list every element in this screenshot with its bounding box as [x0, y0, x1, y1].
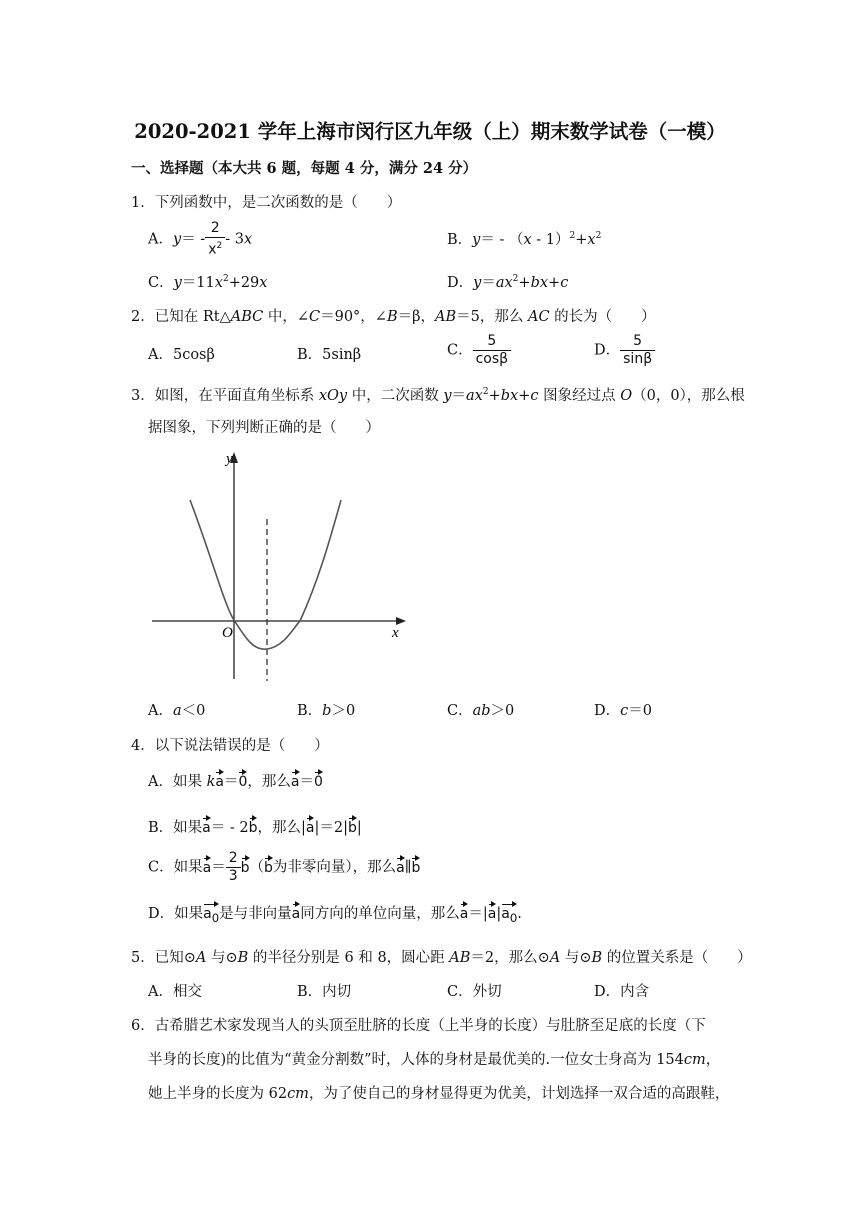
q4-b-eq: ＝ - 2	[210, 820, 249, 836]
q4-c-vec-b3: b	[411, 854, 420, 876]
q5-tail: 的位置关系是（ ）	[602, 950, 752, 966]
q4-d-vec-a2: a	[460, 900, 469, 922]
q3-option-b	[297, 699, 355, 720]
q4-c-parallel: ∥	[404, 859, 412, 876]
q2-mid4: ＝5，那么	[456, 309, 528, 325]
q5-option-a: A．相交	[148, 984, 202, 1000]
q2-d-fraction	[620, 333, 655, 368]
q4-d-a0-letter: a	[203, 906, 212, 922]
q2-c-label: C．	[447, 342, 473, 359]
q1-d-exp: 2	[512, 274, 519, 285]
q1-c-tail: +29	[228, 275, 260, 291]
q4-b-end: |	[356, 820, 362, 836]
q4-c-vec-b: b	[241, 854, 250, 876]
q1-b-exp2: 2	[595, 231, 602, 242]
q1-a-label: A．	[148, 231, 173, 248]
q4-d-vec-a0b	[501, 900, 517, 925]
q3-b-label: B．	[297, 703, 323, 719]
q1-d-plus2: +	[548, 275, 561, 291]
q1-b-x2: x	[587, 232, 596, 248]
q3-l1-tail: （0，0），那么根	[632, 388, 745, 404]
q2-option-b: B．5sinβ	[297, 347, 362, 363]
q5-m2: 的半径分别是 6 和 8，圆心距	[248, 950, 450, 966]
q1-b-eq: ＝ - （	[480, 232, 524, 248]
q3-c: c	[530, 388, 539, 404]
q2-ab: AB	[435, 309, 457, 325]
q3-a-var: a	[172, 703, 182, 719]
q2-option-c	[447, 333, 511, 368]
q4-a-label: A．如果	[148, 774, 207, 790]
q6-l3-tail: ，为了使自己的身材显得更为优美，计划选择一双合适的高跟鞋，	[308, 1086, 730, 1102]
q4-a-then: ，那么	[247, 774, 291, 790]
q2-option-d	[594, 333, 655, 368]
q6-l2-end: ，	[705, 1052, 721, 1068]
q3-a-text: ＜0	[181, 703, 206, 719]
q4-a-vec-zero: 0	[238, 768, 247, 790]
q4-b-mid: |＝2|	[314, 820, 348, 836]
q1-d-c: c	[560, 275, 569, 291]
q1-c-eq: ＝11	[181, 275, 215, 291]
q4-d-vec-a0	[203, 900, 219, 925]
q5-m3: ＝2，那么⊙	[470, 950, 550, 966]
q4-d-vec-a: a	[292, 900, 301, 922]
q4-c-eq: ＝	[211, 859, 226, 876]
q5-stem	[131, 946, 752, 967]
q1-a-den-exp: 2	[216, 241, 223, 251]
q3-plus1: +	[488, 388, 501, 404]
q6-l2-text: 半身的长度)的比值为“黄金分割数”时，人体的身材是最优美的.一位女士身高为 154	[148, 1052, 684, 1068]
q4-c-note: 为非零向量），那么	[272, 859, 397, 876]
q1-stem: 1．下列函数中，是二次函数的是（ ）	[131, 195, 402, 211]
q6-line3	[148, 1082, 729, 1103]
q4-c-label: C．如果	[148, 859, 203, 876]
q1-b-x: x	[523, 232, 532, 248]
q4-a-k: k	[206, 774, 216, 790]
q3-l1-mid2: 图象经过点	[538, 388, 621, 404]
q4-option-c	[148, 850, 420, 885]
q2-mid1: 中，∠	[263, 309, 309, 325]
q3-d-var: c	[620, 703, 629, 719]
q1-option-d	[447, 271, 568, 292]
q1-a-eq: ＝ -	[181, 231, 206, 248]
q3-stem-line2: 据图象，下列判断正确的是（ ）	[148, 420, 380, 436]
q5-a2: A	[549, 950, 561, 966]
q4-a-eq2: ＝	[299, 774, 314, 790]
q3-plus2: +	[518, 388, 531, 404]
q1-b-y: y	[472, 232, 481, 248]
q3-l1-pre: 3．如图，在平面直角坐标系	[131, 388, 319, 404]
q4-d-end: .	[517, 906, 522, 922]
q5-b2: B	[591, 950, 603, 966]
q1-b-label: B．	[447, 232, 473, 248]
q2-d-den: sinβ	[623, 351, 653, 367]
q4-a-vec-a: a	[215, 768, 224, 790]
q1-c-y: y	[173, 275, 182, 291]
q1-c-exp: 2	[222, 274, 229, 285]
q4-a-eq: ＝	[223, 774, 239, 790]
q1-option-a	[148, 220, 252, 259]
q3-y: y	[443, 388, 452, 404]
q6-l2-unit: cm	[683, 1052, 706, 1068]
q3-option-c	[447, 699, 514, 720]
q5-pre: 5．已知⊙	[131, 950, 196, 966]
q5-option-b: B．内切	[297, 984, 352, 1000]
q2-stem	[131, 305, 656, 326]
q1-b-mid: - 1）	[531, 232, 570, 248]
q3-stem-line1	[131, 384, 745, 405]
q2-c-fraction	[473, 333, 512, 368]
q3-bx: bx	[500, 388, 519, 404]
q2-c: C	[309, 309, 321, 325]
q2-option-a: A．5cosβ	[148, 347, 215, 363]
origin-label: O	[222, 625, 233, 641]
q1-option-c	[148, 271, 267, 292]
q1-d-plus: +	[518, 275, 531, 291]
q4-option-a	[148, 768, 323, 791]
q2-c-den: cosβ	[475, 351, 509, 367]
q1-d-bx: bx	[530, 275, 549, 291]
q5-m1: 与⊙	[206, 950, 238, 966]
q4-stem: 4．以下说法错误的是（ ）	[131, 738, 329, 754]
q6-l3-unit: cm	[287, 1086, 309, 1102]
q5-option-c: C．外切	[447, 984, 502, 1000]
q3-l1-mid: 中，二次函数	[347, 388, 444, 404]
q2-mid2: ＝90°，∠	[320, 309, 387, 325]
x-axis-arrow	[396, 617, 406, 625]
q4-b-label: B．如果	[148, 820, 203, 836]
q2-pre: 2．已知在 Rt△	[131, 309, 231, 325]
q2-d-label: D．	[594, 342, 621, 359]
q4-c-num: 2	[226, 850, 241, 868]
q1-a-num: 2	[205, 220, 225, 238]
q4-d-label: D．如果	[148, 906, 204, 922]
q1-a-x: x	[243, 231, 253, 248]
parabola-curve	[190, 500, 341, 649]
q3-c-var: ab	[472, 703, 491, 719]
q4-c-vec-b2: b	[264, 854, 273, 876]
q4-c-vec-a: a	[203, 854, 212, 876]
q4-c-paren: （	[249, 859, 265, 876]
q1-a-y: y	[172, 231, 182, 248]
q4-option-b	[148, 814, 362, 837]
q1-option-b	[447, 228, 601, 249]
q4-b-vec-a2: a	[306, 814, 315, 836]
q4-d-mid: 是与非向量	[219, 906, 292, 922]
q1-a-den: x	[208, 241, 217, 258]
q1-b-plus: +	[575, 232, 588, 248]
q4-d-eq: ＝|	[468, 906, 488, 922]
q3-o: O	[620, 388, 633, 404]
q4-option-d	[148, 900, 522, 925]
parabola-graph	[150, 447, 410, 687]
q4-b-then: ，那么|	[257, 820, 306, 836]
q4-d-bar: |	[496, 906, 502, 922]
q1-d-label: D．	[447, 275, 474, 291]
q3-exp: 2	[482, 387, 489, 398]
q2-abc: ABC	[230, 309, 264, 325]
q1-d-y: y	[473, 275, 482, 291]
q3-xoy: xOy	[318, 388, 348, 404]
q2-mid3: ＝β，	[397, 309, 436, 325]
q4-d-mid2: 同方向的单位向量，那么	[300, 906, 460, 922]
q5-b: B	[237, 950, 249, 966]
q1-b-exp1: 2	[569, 231, 576, 242]
q3-ax: ax	[466, 388, 483, 404]
q2-c-num: 5	[473, 333, 512, 351]
q2-b: B	[386, 309, 398, 325]
q1-a-fraction	[205, 220, 225, 259]
page-title: 2020-2021 学年上海市闵行区九年级（上）期末数学试卷（一模）	[134, 120, 726, 143]
q4-d-a0-sub: 0	[211, 910, 220, 925]
q4-a-vec-zero2: 0	[314, 768, 323, 790]
q4-b-vec-b: b	[249, 814, 258, 836]
q4-d-a0b-sub: 0	[509, 910, 518, 925]
q1-c-label: C．	[148, 275, 174, 291]
q1-d-eq: ＝	[481, 275, 496, 291]
q6-line2	[148, 1048, 720, 1069]
q4-c-vec-a2: a	[396, 854, 405, 876]
q5-a: A	[195, 950, 207, 966]
q1-c-x: x	[214, 275, 223, 291]
q3-c-text: ＞0	[490, 703, 515, 719]
x-axis-label: x	[392, 625, 399, 641]
q5-option-d: D．内含	[594, 984, 650, 1000]
q1-a-tail: - 3	[225, 231, 244, 248]
q4-d-a0b-letter: a	[501, 906, 510, 922]
q3-d-label: D．	[594, 703, 621, 719]
section-heading: 一、选择题（本大共 6 题，每题 4 分，满分 24 分）	[131, 160, 478, 177]
q6-line1: 6．古希腊艺术家发现当人的头顶至肚脐的长度（上半身的长度）与肚脐至足底的长度（下	[131, 1018, 706, 1034]
q4-b-vec-b2: b	[348, 814, 357, 836]
q4-c-den: 3	[228, 868, 238, 884]
q6-l3-pre: 她上半身的长度为 62	[148, 1086, 288, 1102]
q3-option-d	[594, 699, 652, 720]
q4-c-fraction	[226, 850, 241, 885]
q1-c-x2: x	[259, 275, 268, 291]
q4-a-vec-a2: a	[291, 768, 300, 790]
q1-d-ax: ax	[495, 275, 513, 291]
q3-a-label: A．	[148, 703, 173, 719]
q2-d-num: 5	[620, 333, 655, 351]
q5-m4: 与⊙	[560, 950, 592, 966]
q3-c-label: C．	[447, 703, 473, 719]
q5-ab: AB	[449, 950, 471, 966]
q3-b-var: b	[322, 703, 332, 719]
q2-tail: 的长为（ ）	[549, 309, 656, 325]
q4-d-vec-a3: a	[488, 900, 497, 922]
q3-eq: ＝	[451, 388, 467, 404]
q4-b-vec-a: a	[202, 814, 211, 836]
q3-d-text: ＝0	[628, 703, 652, 719]
q3-option-a	[148, 699, 205, 720]
y-axis-label: y	[226, 451, 233, 467]
q2-ac: AC	[528, 309, 550, 325]
q3-b-text: ＞0	[331, 703, 356, 719]
